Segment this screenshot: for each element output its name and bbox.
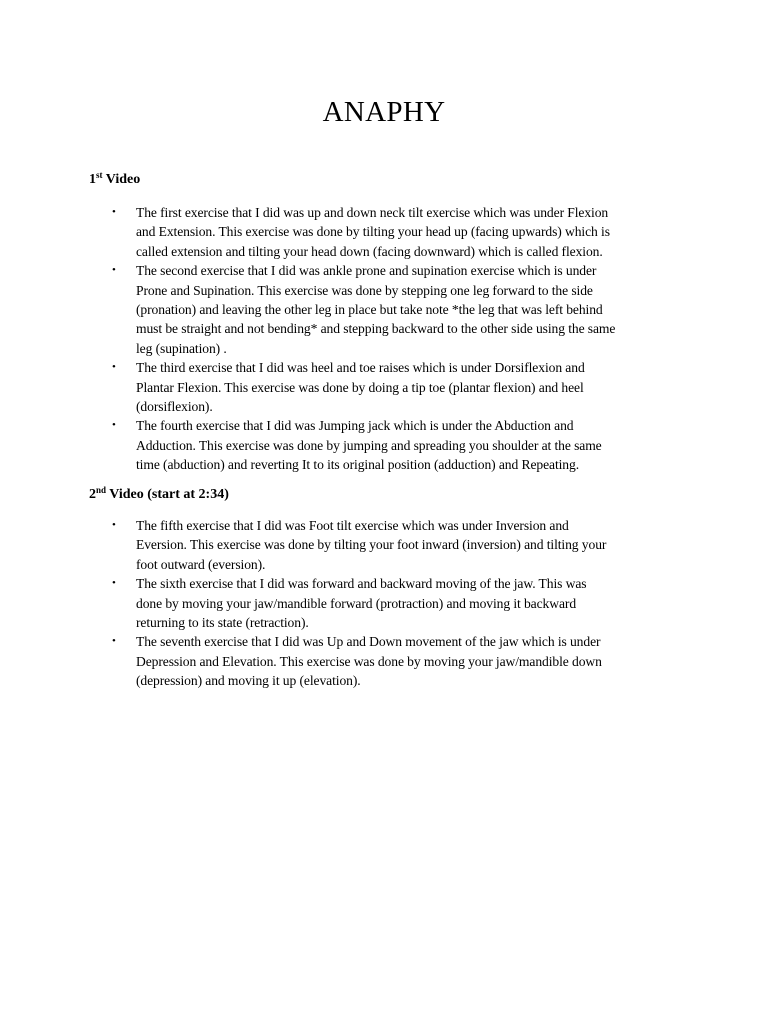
text-line: Eversion. This exercise was done by tilting your foot inward (inversion) and tilting your (136, 537, 607, 553)
heading-ordinal-suffix: st (96, 170, 103, 180)
bullet-icon: • (112, 635, 116, 648)
heading-text: Video (start at 2:34) (106, 487, 229, 502)
bullet-icon: • (112, 361, 116, 374)
text-line: (pronation) and leaving the other leg in place but take note *the leg that was left behind (136, 302, 603, 318)
list-item (0, 516, 680, 574)
bullet-icon: • (112, 206, 116, 218)
text-line: The fifth exercise that I did was Foot tilt exercise which was under Inversion and (136, 518, 569, 533)
text-line: must be straight and not bending* and stepping backward to the other side using the same (136, 321, 616, 337)
text-line: Plantar Flexion. This exercise was done by doing a tip toe (plantar flexion) and heel (136, 379, 584, 395)
bullet-icon: • (112, 519, 116, 531)
section-heading-2nd-video (89, 486, 229, 504)
text-line: Depression and Elevation. This exercise was done by moving your jaw/mandible down (136, 653, 602, 669)
list-item (0, 632, 680, 690)
text-line: The sixth exercise that I did was forward and backward moving of the jaw. This was (136, 576, 587, 592)
text-line: The first exercise that I did was up and down neck tilt exercise which was under Flexion (136, 205, 609, 220)
text-line: The fourth exercise that I did was Jumping jack which is under the Abduction and (136, 418, 574, 434)
heading-text: Video (102, 172, 141, 187)
bullet-icon: • (112, 577, 116, 590)
list-item (0, 574, 680, 632)
text-line: The seventh exercise that I did was Up and Down movement of the jaw which is under (136, 634, 601, 650)
text-line: The third exercise that I did was heel and toe raises which is under Dorsiflexion and (136, 360, 585, 376)
heading-number: 2 (89, 487, 96, 502)
list-item (0, 261, 680, 358)
text-line: Prone and Supination. This exercise was done by stepping one leg forward to the side (136, 282, 593, 298)
section-heading-1st-video (89, 171, 140, 189)
bullet-icon: • (112, 264, 116, 277)
text-line: (depression) and moving it up (elevation). (136, 673, 361, 689)
text-line: time (abduction) and reverting It to its original position (adduction) and Repeating. (136, 457, 580, 473)
text-line: leg (supination) . (136, 340, 227, 356)
text-line: foot outward (eversion). (136, 556, 266, 572)
text-line: Adduction. This exercise was done by jumping and spreading you shoulder at the same (136, 437, 602, 453)
document-title: ANAPHY (322, 96, 446, 128)
text-line: done by moving your jaw/mandible forward (protraction) and moving it backward (136, 595, 577, 611)
text-line: The second exercise that I did was ankle prone and supination exercise which is under (136, 263, 597, 279)
heading-ordinal-suffix: nd (96, 485, 107, 495)
exercise-list-2nd-video (0, 516, 680, 691)
text-line: (dorsiflexion). (136, 399, 213, 415)
text-line: returning to its state (retraction). (136, 615, 309, 631)
text-line: and Extension. This exercise was done by tilting your head up (facing upwards) which is (136, 224, 610, 240)
list-item (0, 416, 680, 474)
list-item (0, 358, 680, 416)
text-line: called extension and tilting your head down (facing downward) which is called flexion. (136, 243, 603, 259)
bullet-icon: • (112, 419, 116, 432)
list-item (0, 203, 680, 261)
exercise-list-1st-video (0, 203, 680, 475)
heading-number: 1 (89, 172, 96, 187)
